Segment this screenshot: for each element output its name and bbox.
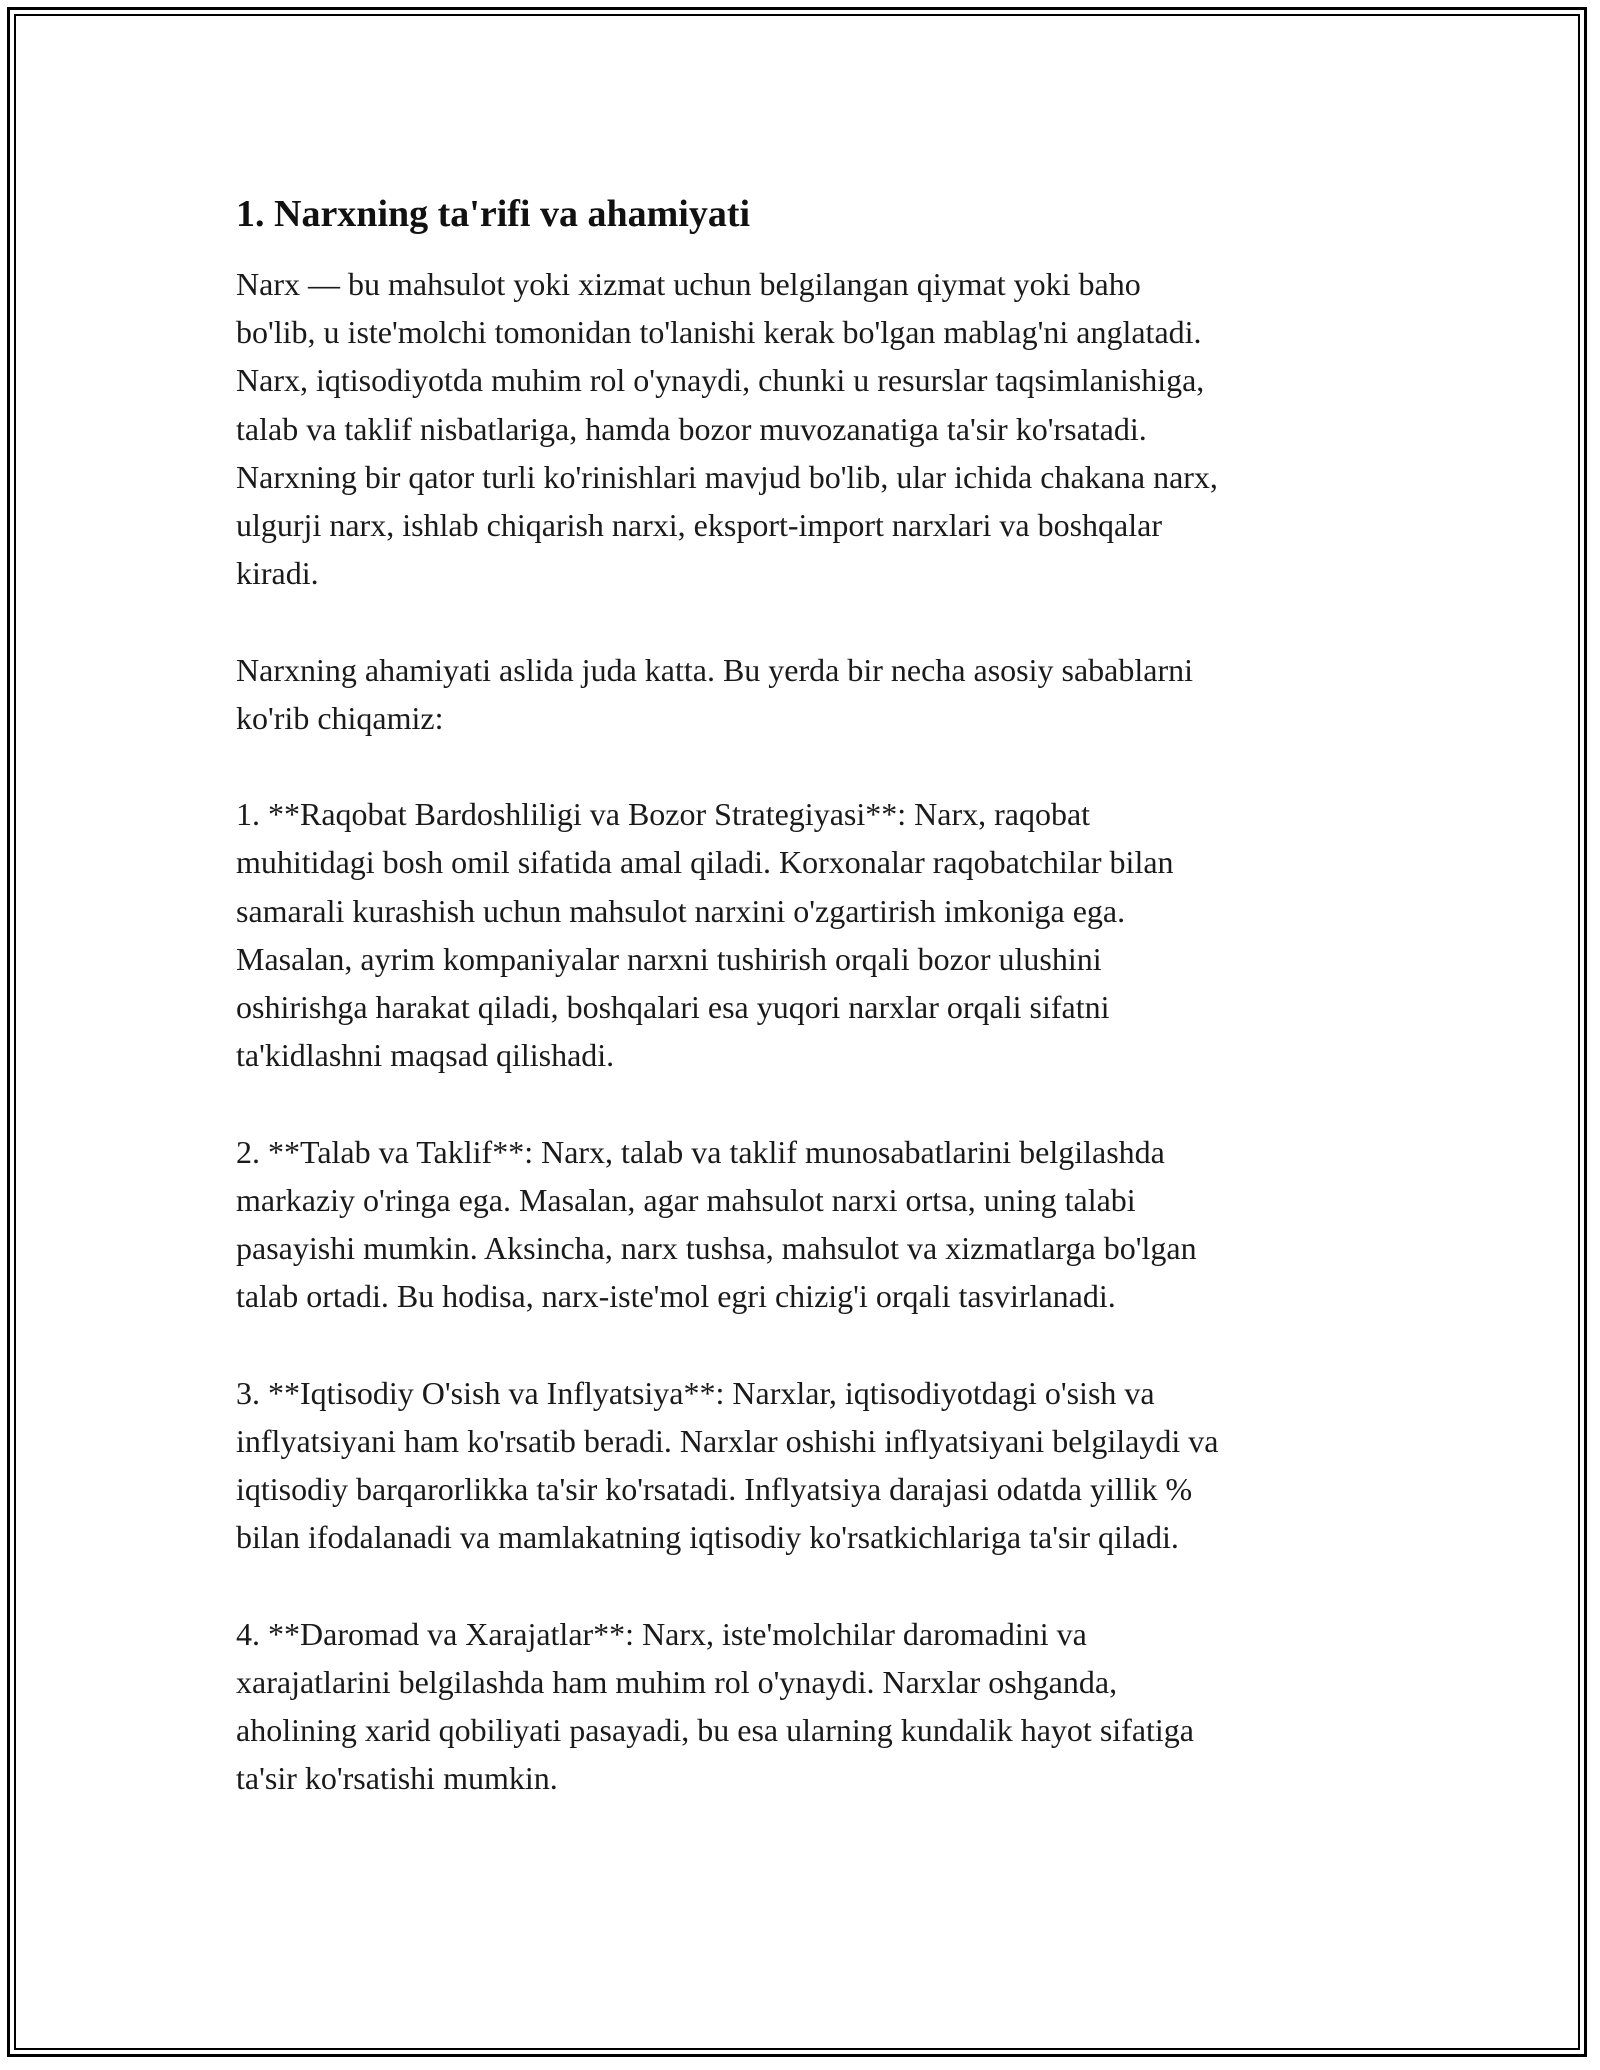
text-line: Narxning bir qator turli ko'rinishlari mavjud bo'lib, ular ichida chakana narx, — [236, 458, 1218, 495]
text-line: xarajatlarini belgilashda ham muhim rol o'ynaydi. Narxlar oshganda, — [236, 1663, 1118, 1700]
paragraph-importance-intro — [236, 646, 1386, 742]
text-line: pasayishi mumkin. Aksincha, narx tushsa, mahsulot va xizmatlarga bo'lgan — [236, 1230, 1197, 1267]
text-line: Masalan, ayrim kompaniyalar narxni tushirish orqali bozor ulushini — [236, 940, 1102, 977]
text-line: samarali kurashish uchun mahsulot narxini o'zgartirish imkoniga ega. — [236, 892, 1126, 929]
text-line: Narx — bu mahsulot yoki xizmat uchun belgilangan qiymat yoki baho — [236, 266, 1141, 302]
text-line: 2. **Talab va Taklif**: Narx, talab va taklif munosabatlarini belgilashda — [236, 1133, 1165, 1170]
text-line: 1. **Raqobat Bardoshliligi va Bozor Strategiyasi**: Narx, raqobat — [236, 796, 1091, 833]
text-line: ko'rib chiqamiz: — [236, 699, 444, 736]
list-item-income-expenses — [236, 1610, 1386, 1803]
text-line: 3. **Iqtisodiy O'sish va Inflyatsiya**: Narxlar, iqtisodiyotdagi o'sish va — [236, 1374, 1155, 1411]
document-body — [236, 182, 1386, 1851]
list-item-competition — [236, 790, 1386, 1079]
paragraph-definition — [236, 260, 1386, 597]
text-line: talab ortadi. Bu hodisa, narx-iste'mol egri chizig'i orqali tasvirlanadi. — [236, 1278, 1116, 1315]
list-item-growth-inflation — [236, 1369, 1386, 1562]
text-line: bo'lib, u iste'molchi tomonidan to'lanishi kerak bo'lgan mablag'ni anglatadi. — [236, 314, 1202, 351]
list-item-supply-demand — [236, 1128, 1386, 1321]
text-line: ta'kidlashni maqsad qilishadi. — [236, 1037, 615, 1074]
text-line: muhitidagi bosh omil sifatida amal qiladi. Korxonalar raqobatchilar bilan — [236, 844, 1174, 881]
text-line: markaziy o'ringa ega. Masalan, agar mahsulot narxi ortsa, uning talabi — [236, 1181, 1136, 1218]
text-line: talab va taklif nisbatlariga, hamda bozor muvozanatiga ta'sir ko'rsatadi. — [236, 410, 1147, 447]
text-line: ulgurji narx, ishlab chiqarish narxi, eksport-import narxlari va boshqalar — [236, 507, 1162, 544]
text-line: bilan ifodalanadi va mamlakatning iqtisodiy ko'rsatkichlariga ta'sir qiladi. — [236, 1519, 1179, 1556]
text-line: Narxning ahamiyati aslida juda katta. Bu yerda bir necha asosiy sabablarni — [236, 651, 1194, 688]
text-line: kiradi. — [236, 555, 319, 592]
text-line: oshirishga harakat qiladi, boshqalari esa yuqori narxlar orqali sifatni — [236, 989, 1110, 1026]
text-line: aholining xarid qobiliyati pasayadi, bu esa ularning kundalik hayot sifatiga — [236, 1712, 1194, 1749]
section-title: 1. Narxning ta'rifi va ahamiyati — [236, 193, 751, 235]
text-line: Narx, iqtisodiyotda muhim rol o'ynaydi, chunki u resurslar taqsimlanishiga, — [236, 362, 1205, 399]
text-line: 4. **Daromad va Xarajatlar**: Narx, iste'molchilar daromadini va — [236, 1615, 1087, 1652]
text-line: iqtisodiy barqarorlikka ta'sir ko'rsatadi. Inflyatsiya darajasi odatda yillik % — [236, 1471, 1193, 1508]
text-line: inflyatsiyani ham ko'rsatib beradi. Narxlar oshishi inflyatsiyani belgilaydi va — [236, 1422, 1219, 1459]
text-line: ta'sir ko'rsatishi mumkin. — [236, 1760, 558, 1797]
